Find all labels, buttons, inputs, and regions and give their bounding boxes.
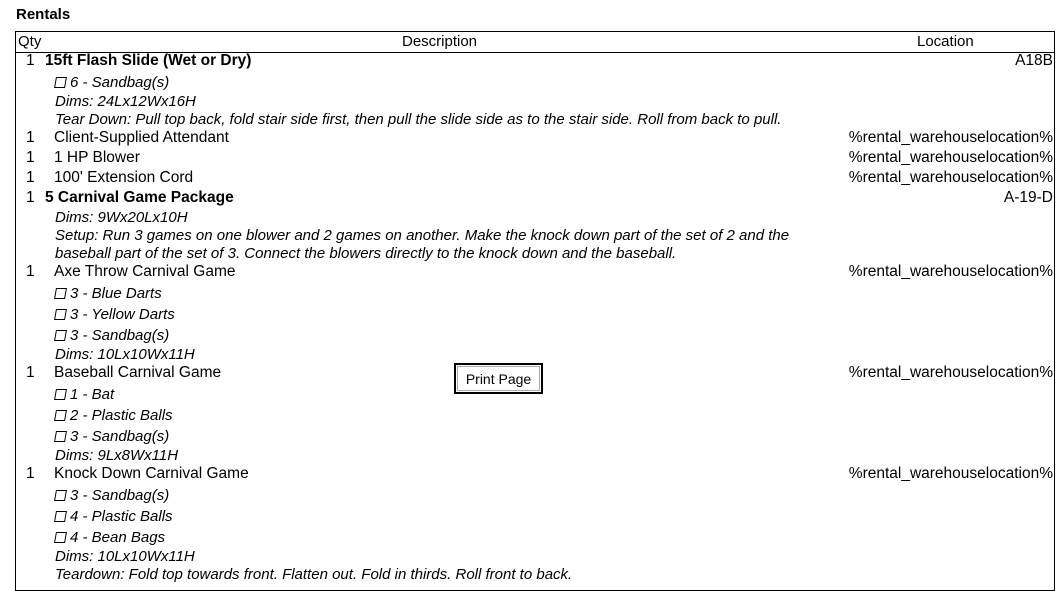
table-row bbox=[16, 189, 1054, 263]
item-note: Tear Down: Pull top back, fold stair side first, then pull the slide side as to the stair side. Roll from back to pull. bbox=[55, 111, 782, 128]
table-row bbox=[16, 149, 1054, 169]
item-note: Dims: 24Lx12Wx16H bbox=[55, 93, 196, 110]
checkbox-icon[interactable] bbox=[54, 330, 67, 341]
component-label: 4 - Plastic Balls bbox=[70, 508, 173, 525]
item-note: Teardown: Fold top towards front. Flatten out. Fold in thirds. Roll front to back. bbox=[55, 566, 573, 583]
item-location: %rental_warehouselocation% bbox=[848, 263, 1053, 280]
component-item bbox=[55, 485, 1054, 506]
component-label: 2 - Plastic Balls bbox=[70, 407, 173, 424]
checkbox-icon[interactable] bbox=[54, 389, 67, 400]
item-qty: 1 bbox=[26, 52, 35, 69]
component-item bbox=[55, 405, 1054, 426]
component-item bbox=[55, 304, 1054, 325]
item-note: Dims: 9Wx20Lx10H bbox=[55, 209, 188, 226]
item-location: %rental_warehouselocation% bbox=[848, 465, 1053, 482]
checkbox-icon[interactable] bbox=[54, 490, 67, 501]
component-label: 1 - Bat bbox=[70, 386, 115, 403]
item-name: Client-Supplied Attendant bbox=[54, 129, 229, 146]
section-title: Rentals bbox=[16, 6, 71, 23]
item-location: %rental_warehouselocation% bbox=[848, 169, 1053, 186]
item-qty: 1 bbox=[26, 189, 35, 206]
component-item bbox=[55, 283, 1054, 304]
checkbox-icon[interactable] bbox=[54, 410, 67, 421]
table-header bbox=[16, 32, 1054, 53]
table-row bbox=[16, 169, 1054, 189]
item-name: 1 HP Blower bbox=[54, 149, 140, 166]
component-label: 3 - Sandbag(s) bbox=[70, 428, 170, 445]
item-note: Dims: 10Lx10Wx11H bbox=[55, 548, 195, 565]
component-item bbox=[55, 325, 1054, 346]
item-name: 100' Extension Cord bbox=[54, 169, 194, 186]
component-label: 3 - Blue Darts bbox=[70, 285, 162, 302]
component-item bbox=[55, 72, 1054, 93]
item-line bbox=[16, 169, 1054, 189]
checkbox-icon[interactable] bbox=[54, 532, 67, 543]
table-row bbox=[16, 263, 1054, 364]
checkbox-icon[interactable] bbox=[54, 431, 67, 442]
item-location: %rental_warehouselocation% bbox=[848, 364, 1053, 381]
item-line bbox=[16, 189, 1054, 209]
item-qty: 1 bbox=[26, 149, 35, 166]
item-qty: 1 bbox=[26, 465, 35, 482]
item-line bbox=[16, 149, 1054, 169]
item-qty: 1 bbox=[26, 263, 35, 280]
column-header-description: Description bbox=[402, 33, 478, 50]
table-row bbox=[16, 52, 1054, 129]
item-name: 5 Carnival Game Package bbox=[45, 189, 234, 206]
rentals-table bbox=[15, 31, 1055, 591]
component-item bbox=[55, 527, 1054, 548]
column-header-location: Location bbox=[917, 33, 974, 50]
item-qty: 1 bbox=[26, 129, 35, 146]
component-label: 4 - Bean Bags bbox=[70, 529, 166, 546]
item-qty: 1 bbox=[26, 169, 35, 186]
item-line bbox=[16, 129, 1054, 149]
table-body bbox=[16, 52, 1054, 584]
checkbox-icon[interactable] bbox=[54, 309, 67, 320]
component-item bbox=[55, 384, 1054, 405]
print-page-button[interactable] bbox=[454, 363, 543, 394]
component-label: 3 - Sandbag(s) bbox=[70, 327, 170, 344]
component-label: 3 - Sandbag(s) bbox=[70, 487, 170, 504]
item-note: baseball part of the set of 3. Connect the blowers directly to the knock down and the baseball. bbox=[55, 245, 677, 262]
item-line bbox=[16, 52, 1054, 72]
component-item bbox=[55, 426, 1054, 447]
checkbox-icon[interactable] bbox=[54, 77, 67, 88]
item-note: Dims: 10Lx10Wx11H bbox=[55, 346, 195, 363]
checkbox-icon[interactable] bbox=[54, 511, 67, 522]
item-qty: 1 bbox=[26, 364, 35, 381]
table-row bbox=[16, 465, 1054, 584]
item-note: Setup: Run 3 games on one blower and 2 games on another. Make the knock down part of the set of 2 and the bbox=[55, 227, 790, 244]
item-note: Dims: 9Lx8Wx11H bbox=[55, 447, 179, 464]
print-page-button-label: Print Page bbox=[465, 370, 532, 387]
item-location: %rental_warehouselocation% bbox=[848, 129, 1053, 146]
item-location: A18B bbox=[1015, 52, 1053, 69]
item-name: Axe Throw Carnival Game bbox=[54, 263, 236, 280]
table-row bbox=[16, 129, 1054, 149]
item-location: %rental_warehouselocation% bbox=[848, 149, 1053, 166]
component-label: 3 - Yellow Darts bbox=[70, 306, 175, 323]
item-location: A-19-D bbox=[1003, 189, 1053, 206]
item-name: Knock Down Carnival Game bbox=[54, 465, 249, 482]
checkbox-icon[interactable] bbox=[54, 288, 67, 299]
item-name: Baseball Carnival Game bbox=[54, 364, 222, 381]
component-label: 6 - Sandbag(s) bbox=[70, 74, 170, 91]
column-header-qty: Qty bbox=[18, 33, 42, 50]
item-line bbox=[16, 465, 1054, 485]
item-name: 15ft Flash Slide (Wet or Dry) bbox=[45, 52, 252, 69]
item-line bbox=[16, 263, 1054, 283]
component-item bbox=[55, 506, 1054, 527]
